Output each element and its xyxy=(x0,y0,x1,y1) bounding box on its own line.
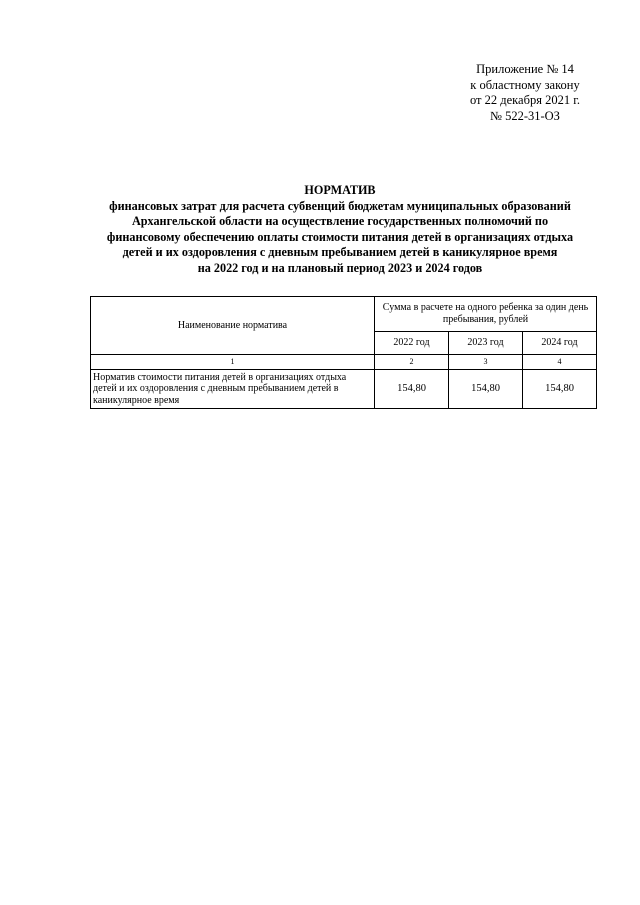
header-year-2024: 2024 год xyxy=(523,332,597,355)
document-title xyxy=(60,183,620,277)
column-number: 1 xyxy=(91,355,375,370)
header-sum-per-child: Сумма в расчете на одного ребенка за один день пребывания, рублей xyxy=(375,297,597,332)
value-2023: 154,80 xyxy=(449,370,523,409)
table-header-row xyxy=(91,297,597,332)
value-2022: 154,80 xyxy=(375,370,449,409)
norm-name-cell: Норматив стоимости питания детей в организациях отдыха детей и их оздоровления с дневным пребыванием детей в каникулярное время xyxy=(91,370,375,409)
appendix-number: Приложение № 14 xyxy=(476,62,574,76)
column-number: 3 xyxy=(449,355,523,370)
title-line-1: финансовых затрат для расчета субвенций бюджетам муниципальных образований xyxy=(109,198,571,213)
appendix-law-ref: к областному закону xyxy=(470,77,580,92)
appendix-date: от 22 декабря 2021 г. xyxy=(469,93,581,107)
title-line-5: на 2022 год и на плановый период 2023 и 2024 годов xyxy=(197,260,483,275)
appendix-reference xyxy=(440,62,610,124)
header-norm-name: Наименование норматива xyxy=(91,297,375,355)
column-number: 4 xyxy=(523,355,597,370)
title-line-4: детей и их оздоровления с дневным пребыванием детей в каникулярное время xyxy=(122,245,558,260)
title-heading: НОРМАТИВ xyxy=(304,183,376,197)
column-number-row xyxy=(91,355,597,370)
header-year-2022: 2022 год xyxy=(375,332,449,355)
table-row xyxy=(91,370,597,409)
norm-table xyxy=(90,296,597,409)
column-number: 2 xyxy=(375,355,449,370)
value-2024: 154,80 xyxy=(523,370,597,409)
title-line-2: Архангельской области на осуществление государственных полномочий по xyxy=(131,214,549,229)
header-year-2023: 2023 год xyxy=(449,332,523,355)
title-line-3: финансовому обеспечению оплаты стоимости питания детей в организациях отдыха xyxy=(106,229,574,244)
appendix-law-number: № 522-31-ОЗ xyxy=(490,108,560,123)
